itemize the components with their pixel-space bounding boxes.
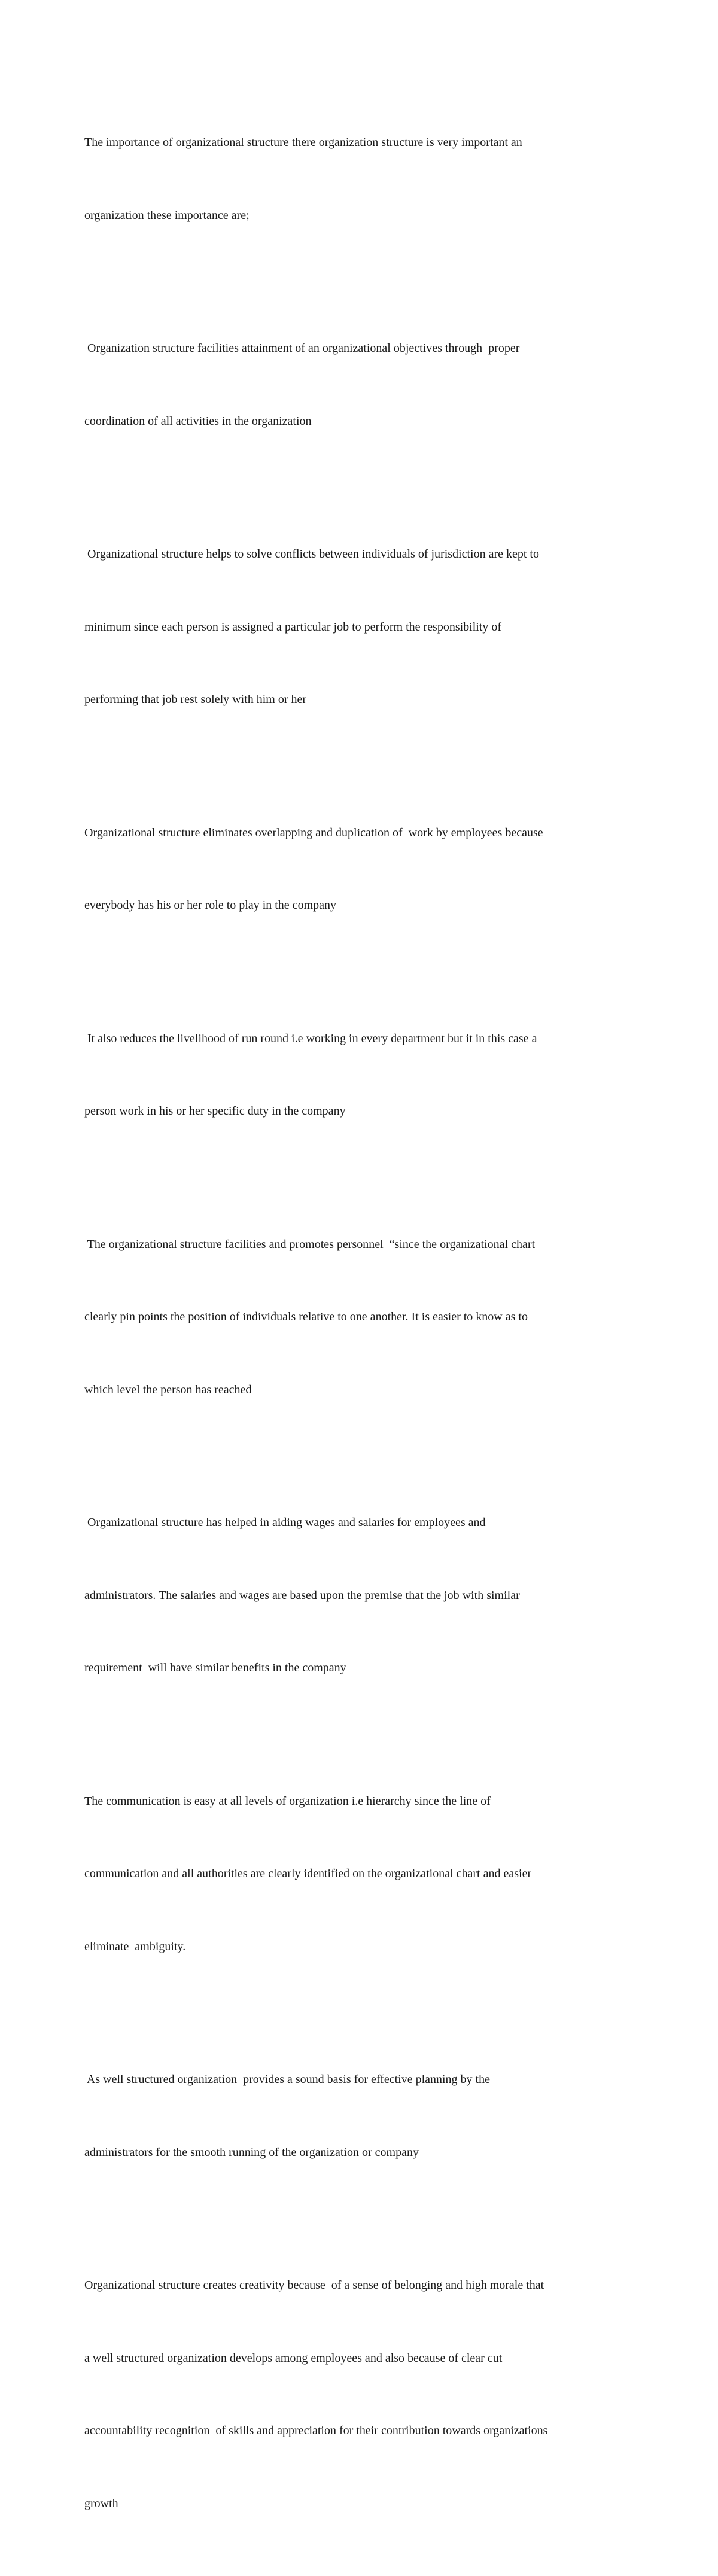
paragraph-line: person work in his or her specific duty in the company bbox=[84, 1104, 346, 1118]
paragraph-line: Organizational structure creates creativity because of a sense of belonging and high morale that bbox=[84, 2279, 544, 2292]
paragraph-line: administrators for the smooth running of the organization or company bbox=[84, 2145, 419, 2159]
paragraph-creativity bbox=[84, 2225, 635, 2564]
paragraph-line: The communication is easy at all levels of organization i.e hierarchy since the line of bbox=[84, 1794, 491, 1808]
paragraph-line: administrators. The salaries and wages are based upon the premise that the job with similar bbox=[84, 1588, 520, 1602]
paragraph-line: The organizational structure facilities and promotes personnel “since the organizational chart bbox=[84, 1237, 536, 1251]
paragraph-wages bbox=[84, 1462, 635, 1729]
paragraph-line: which level the person has reached bbox=[84, 1383, 252, 1396]
paragraph-overlapping bbox=[84, 772, 635, 966]
paragraph-line: The importance of organizational structure there organization structure is very important an bbox=[84, 136, 522, 149]
paragraph-line: Organizational structure helps to solve conflicts between individuals of jurisdiction are kept to bbox=[84, 547, 539, 561]
paragraph-line: Organizational structure has helped in aiding wages and salaries for employees and bbox=[84, 1516, 486, 1529]
paragraph-line: It also reduces the livelihood of run round i.e working in every department but it in this case a bbox=[84, 1031, 537, 1045]
paragraph-line: growth bbox=[84, 2496, 118, 2510]
paragraph-line: clearly pin points the position of individuals relative to one another. It is easier to know as to bbox=[84, 1310, 528, 1323]
paragraph-conflicts bbox=[84, 494, 635, 760]
paragraph-run-round bbox=[84, 978, 635, 1172]
paragraph-line: eliminate ambiguity. bbox=[84, 1939, 186, 1953]
paragraph-line: accountability recognition of skills and appreciation for their contribution towards organizations bbox=[84, 2424, 548, 2437]
paragraph-line: Organization structure facilities attainment of an organizational objectives through proper bbox=[84, 342, 520, 355]
paragraph-objectives bbox=[84, 288, 635, 482]
paragraph-personnel bbox=[84, 1184, 635, 1451]
paragraph-line: requirement will have similar benefits in the company bbox=[84, 1661, 346, 1674]
paragraph-line: Organizational structure eliminates overlapping and duplication of work by employees because bbox=[84, 826, 543, 839]
paragraph-planning bbox=[84, 2019, 635, 2213]
paragraph-line: As well structured organization provides a sound basis for effective planning by the bbox=[84, 2073, 490, 2086]
paragraph-line: coordination of all activities in the organization bbox=[84, 414, 312, 428]
paragraph-line: communication and all authorities are clearly identified on the organizational chart and easier bbox=[84, 1867, 532, 1880]
document-body bbox=[84, 82, 635, 2576]
paragraph-line: minimum since each person is assigned a particular job to perform the responsibility of bbox=[84, 620, 502, 634]
paragraph-line: a well structured organization develops among employees and also because of clear cut bbox=[84, 2351, 503, 2365]
paragraph-intro bbox=[84, 82, 635, 276]
paragraph-line: everybody has his or her role to play in the company bbox=[84, 899, 336, 912]
paragraph-line: performing that job rest solely with him or her bbox=[84, 693, 307, 706]
paragraph-communication bbox=[84, 1741, 635, 2008]
paragraph-line: organization these importance are; bbox=[84, 208, 250, 222]
